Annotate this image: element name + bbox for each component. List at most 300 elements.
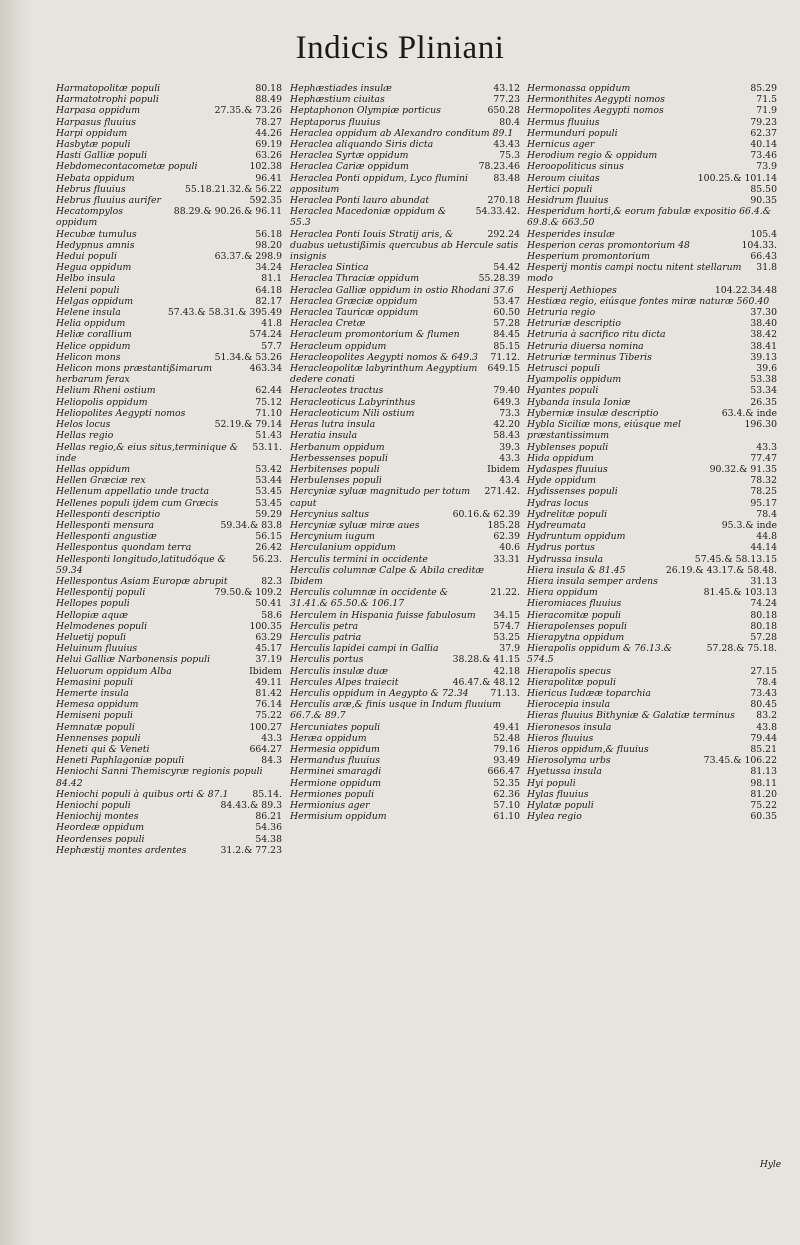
entry-term: Herculis portus — [290, 654, 364, 666]
entry-reference: 78.4 — [756, 676, 777, 688]
entry-reference: 88.49 — [255, 94, 282, 106]
entry-term: Hermionius ager — [290, 800, 370, 811]
entry-reference: 53.25 — [493, 631, 520, 643]
index-entry — [290, 766, 520, 777]
index-entry — [56, 475, 282, 486]
index-entry — [527, 363, 777, 374]
entry-term: Hercuniates populi — [290, 721, 381, 733]
index-entry — [56, 329, 282, 340]
entry-term: Hetruria à sacrifico ritu dicta — [527, 329, 666, 341]
entry-term: Hyberniæ insulæ descriptio — [527, 407, 659, 419]
index-entry — [56, 464, 282, 475]
entry-term: Heraclea Tauricæ oppidum — [290, 307, 419, 319]
entry-term: Hegua oppidum — [56, 262, 132, 274]
entry-reference: 62.36 — [493, 788, 520, 800]
index-entry — [290, 430, 520, 441]
index-entry — [56, 621, 282, 632]
entry-reference: 81.45.& 103.13 — [703, 587, 777, 599]
index-entry — [527, 341, 777, 352]
entry-reference: 54.42 — [493, 262, 520, 274]
entry-reference: 76.14 — [255, 699, 282, 711]
entry-reference: 53.34 — [750, 385, 777, 397]
index-entry — [290, 262, 520, 273]
entry-reference: 71.12. — [490, 351, 520, 363]
index-entry — [56, 520, 282, 531]
index-entry — [56, 845, 282, 856]
entry-reference: 79.16 — [493, 743, 520, 755]
index-entry — [56, 576, 282, 587]
entry-reference: 98.11 — [750, 777, 777, 789]
index-entry — [290, 565, 520, 587]
index-entry — [527, 117, 777, 128]
index-entry — [290, 173, 520, 195]
index-entry — [290, 195, 520, 206]
entry-term: Hermunduri populi — [527, 127, 618, 139]
index-entry — [527, 554, 777, 565]
index-entry — [527, 542, 777, 553]
index-entry — [290, 296, 520, 307]
entry-term: Heracleum oppidum — [290, 340, 387, 352]
entry-reference: 650.28 — [487, 105, 520, 117]
entry-term: Heræa oppidum — [290, 732, 367, 744]
entry-term: Hiericus Iudææ toparchia — [527, 687, 651, 699]
index-entry — [290, 117, 520, 128]
entry-term: Heleni populi — [56, 284, 120, 296]
entry-term: Heliopolites Aegypti nomos — [56, 407, 186, 419]
index-entry — [527, 722, 777, 733]
entry-term: Hydruntum oppidum — [527, 531, 626, 543]
entry-term: Helmodenes populi — [56, 620, 148, 632]
entry-term: Hermisium oppidum — [290, 811, 387, 823]
index-entry — [56, 419, 282, 430]
entry-term: Hydrelitæ populi — [527, 508, 608, 520]
index-entry — [527, 677, 777, 688]
entry-reference: 78.23.46 — [478, 161, 520, 173]
entry-term: Hesperides insulæ — [527, 228, 615, 240]
index-entry — [290, 520, 520, 531]
entry-term: Heracleum promontorium & flumen — [290, 329, 460, 341]
entry-term: Heraclea Thraciæ oppidum — [290, 273, 420, 285]
index-entry — [290, 811, 520, 822]
entry-reference: 73.45.& 106.22 — [703, 755, 777, 767]
entry-reference: 40.14 — [750, 139, 777, 151]
index-entry — [527, 262, 777, 284]
entry-reference: 43.8 — [756, 721, 777, 733]
index-column-3 — [527, 83, 777, 822]
entry-term: Hermione oppidum — [290, 777, 382, 789]
entry-term: Hercules Alpes traiecit — [290, 676, 399, 688]
entry-reference: 80.4 — [499, 116, 520, 128]
index-column-2 — [290, 83, 520, 822]
index-entry — [56, 643, 282, 654]
entry-reference: 59.29 — [255, 508, 282, 520]
index-entry — [290, 206, 520, 228]
index-entry — [290, 363, 520, 385]
index-entry — [290, 94, 520, 105]
entry-reference: 43.3 — [499, 452, 520, 464]
entry-reference: 51.34.& 53.26 — [214, 351, 282, 363]
entry-term: Hesidrum fluuius — [527, 195, 609, 207]
index-entry — [56, 139, 282, 150]
entry-reference: 56.15 — [255, 531, 282, 543]
entry-term: Hermonthites Aegypti nomos — [527, 94, 665, 106]
entry-term: Herbanum oppidum — [290, 441, 385, 453]
entry-reference: 34.15 — [493, 609, 520, 621]
entry-reference: 57.28 — [493, 318, 520, 330]
entry-reference: 104.33. — [741, 239, 777, 251]
index-entry — [527, 161, 777, 172]
entry-term: Hellesponti angustiæ — [56, 531, 157, 543]
entry-reference: 78.25 — [750, 486, 777, 498]
index-entry — [527, 128, 777, 139]
entry-term: Herbulenses populi — [290, 475, 382, 487]
page-fold-shadow — [0, 0, 30, 1245]
entry-term: Hennenses populi — [56, 732, 141, 744]
entry-term: Heraclea Cretæ — [290, 318, 366, 330]
index-entry — [290, 789, 520, 800]
entry-term: Heracleoticus Labyrinthus — [290, 396, 416, 408]
entry-reference: 53.47 — [493, 295, 520, 307]
entry-reference: 61.10 — [493, 811, 520, 823]
entry-term: Hecubæ tumulus — [56, 228, 137, 240]
index-entry — [290, 800, 520, 811]
entry-reference: 81.20 — [750, 788, 777, 800]
index-entry — [290, 654, 520, 665]
entry-reference: 42.18 — [493, 665, 520, 677]
entry-term: Hephæstij montes ardentes — [56, 844, 187, 856]
entry-term: Heluetij populi — [56, 631, 127, 643]
entry-term: Helium Rheni ostium — [56, 385, 156, 397]
entry-reference: 102.38 — [249, 161, 282, 173]
entry-reference: 592.35 — [249, 195, 282, 207]
index-entry — [56, 408, 282, 419]
index-entry — [56, 822, 282, 833]
entry-reference: 84.43.& 89.3 — [220, 800, 282, 811]
entry-term: Hieracomitæ populi — [527, 609, 622, 621]
entry-reference: 82.17 — [255, 295, 282, 307]
index-entry — [527, 688, 777, 699]
entry-term: Hylas fluuius — [527, 788, 589, 800]
entry-term: Herculem in Hispania fuisse fabulosum — [290, 609, 476, 621]
index-entry — [527, 778, 777, 789]
entry-reference: 63.37.& 298.9 — [214, 251, 282, 263]
index-entry — [527, 285, 777, 296]
entry-reference: 43.43 — [493, 139, 520, 151]
index-entry — [56, 554, 282, 576]
entry-term: Hiera oppidum — [527, 587, 598, 599]
entry-term: Heraclea Ponti lauro abundat — [290, 195, 430, 207]
index-entry — [56, 94, 282, 105]
entry-reference: 31.8 — [756, 262, 777, 274]
entry-term: Heroum ciuitas — [527, 172, 600, 184]
entry-reference: 95.17 — [750, 497, 777, 509]
entry-reference: 82.3 — [261, 575, 282, 587]
entry-term: Helos locus — [56, 419, 111, 431]
index-entry — [56, 385, 282, 396]
entry-reference: 666.47 — [487, 766, 520, 778]
entry-term: Hieros fluuius — [527, 732, 594, 744]
entry-reference: 73.46 — [750, 150, 777, 162]
entry-term: Heraclea Græciæ oppidum — [290, 295, 418, 307]
entry-term: Hellas regio,& eius situs,terminique & inde — [56, 441, 238, 464]
index-entry — [527, 296, 777, 307]
entry-term: Heracleoticum Nili ostium — [290, 407, 415, 419]
index-entry — [527, 520, 777, 531]
index-entry — [290, 475, 520, 486]
entry-reference: 21.22. — [490, 587, 520, 599]
index-entry — [527, 173, 777, 184]
entry-term: Hellenes populi ijdem cum Græcis — [56, 497, 219, 509]
entry-term: Hellespontij populi — [56, 587, 146, 599]
entry-reference: 44.26 — [255, 127, 282, 139]
entry-term: Hydreumata — [527, 519, 586, 531]
entry-reference: 95.3.& inde — [721, 519, 777, 531]
index-entry — [56, 789, 282, 800]
entry-reference: 649.3 — [493, 396, 520, 408]
entry-reference: 53.38 — [750, 374, 777, 386]
entry-term: Heracleotes tractus — [290, 385, 384, 397]
entry-reference: 57.43.& 58.31.& 395.49 — [167, 307, 282, 319]
index-entry — [56, 699, 282, 710]
entry-term: Hyantes populi — [527, 385, 599, 397]
entry-term: Heniochij montes — [56, 811, 139, 823]
index-column-1 — [56, 83, 282, 856]
entry-reference: 71.10 — [255, 407, 282, 419]
entry-reference: 37.19 — [255, 654, 282, 666]
entry-reference: 49.11 — [255, 676, 282, 688]
entry-reference: 54.33.42. — [475, 206, 520, 218]
index-entry — [56, 531, 282, 542]
index-entry — [527, 419, 777, 441]
entry-reference: 41.8 — [261, 318, 282, 330]
entry-reference: 42.20 — [493, 419, 520, 431]
index-entry — [56, 677, 282, 688]
entry-term: Hesperion ceras promontorium 48 — [527, 239, 690, 251]
entry-term: Hesperium promontorium — [527, 251, 650, 263]
index-entry — [56, 800, 282, 811]
entry-reference: 27.35.& 73.26 — [214, 105, 282, 117]
index-entry — [290, 442, 520, 453]
entry-reference: 53.44 — [255, 475, 282, 487]
index-entry — [290, 722, 520, 733]
index-entry — [56, 666, 282, 677]
entry-reference: 64.18 — [255, 284, 282, 296]
page-title: Indicis Pliniani — [295, 30, 505, 66]
entry-reference: 574.7 — [493, 620, 520, 632]
entry-reference: 75.3 — [499, 150, 520, 162]
entry-reference: 77.23 — [493, 94, 520, 106]
index-entry — [56, 587, 282, 598]
entry-term: Hetrusci populi — [527, 363, 601, 375]
entry-term: Hieronesos insula — [527, 721, 612, 733]
entry-term: Heordeæ oppidum — [56, 822, 145, 834]
index-entry — [290, 542, 520, 553]
index-entry — [56, 430, 282, 441]
index-entry — [290, 229, 520, 263]
index-entry — [527, 610, 777, 621]
entry-term: Hellen Græciæ rex — [56, 475, 146, 487]
index-entry — [56, 632, 282, 643]
entry-term: Herculis aræ,& finis usque in Indum fluuium 66.7.& 89.7 — [290, 699, 502, 722]
index-entry — [527, 397, 777, 408]
entry-reference: 43.4 — [499, 475, 520, 487]
entry-term: Hyampolis oppidum — [527, 374, 622, 386]
index-entry — [56, 262, 282, 273]
entry-reference: 52.35 — [493, 777, 520, 789]
entry-term: Hetruria regio — [527, 307, 596, 319]
entry-reference: 81.13 — [750, 766, 777, 778]
entry-term: Herbitenses populi — [290, 463, 380, 475]
entry-term: Herculis petra — [290, 620, 359, 632]
entry-term: Hermonassa oppidum — [527, 83, 631, 94]
index-entry — [290, 307, 520, 318]
index-entry — [290, 554, 520, 565]
entry-term: Hasbytæ populi — [56, 139, 131, 151]
entry-reference: 105.4 — [750, 228, 777, 240]
entry-term: Heraclea Macedoniæ oppidum & 55.3 — [290, 206, 447, 229]
index-entry — [290, 699, 520, 721]
entry-term: Hemesa oppidum — [56, 699, 139, 711]
index-entry — [290, 408, 520, 419]
entry-reference: 78.4 — [756, 508, 777, 520]
entry-reference: 46.47.& 48.12 — [452, 676, 520, 688]
entry-reference: 39.13 — [750, 351, 777, 363]
entry-reference: 60.35 — [750, 811, 777, 823]
entry-term: Heniochi populi à quibus orti & 87.1 — [56, 788, 229, 800]
index-entry — [527, 105, 777, 116]
index-entry — [56, 486, 282, 497]
index-entry — [527, 509, 777, 520]
entry-reference: 56.23. — [252, 553, 282, 565]
entry-reference: 83.48 — [493, 172, 520, 184]
entry-term: Hellas oppidum — [56, 463, 131, 475]
index-entry — [290, 531, 520, 542]
index-entry — [527, 352, 777, 363]
index-entry — [527, 442, 777, 453]
index-entry — [290, 666, 520, 677]
entry-reference: 39.3 — [499, 441, 520, 453]
index-entry — [56, 173, 282, 184]
entry-term: Hylea regio — [527, 811, 582, 823]
entry-reference: 86.21 — [255, 811, 282, 823]
entry-reference: 271.42. — [484, 486, 520, 498]
index-entry — [56, 206, 282, 228]
entry-reference: 77.47 — [750, 452, 777, 464]
entry-reference: 26.35 — [750, 396, 777, 408]
index-entry — [56, 318, 282, 329]
index-entry — [527, 766, 777, 777]
entry-reference: 40.6 — [499, 542, 520, 554]
entry-term: Hephæstium ciuitas — [290, 94, 385, 106]
entry-reference: 38.40 — [750, 318, 777, 330]
entry-reference: 84.45 — [493, 329, 520, 341]
entry-reference: 80.18 — [750, 609, 777, 621]
entry-reference: 75.22 — [750, 800, 777, 811]
index-entry — [290, 632, 520, 643]
index-entry — [527, 710, 777, 721]
entry-term: Hydras locus — [527, 497, 589, 509]
index-entry — [527, 195, 777, 206]
entry-term: Hybla Siciliæ mons, eiúsque mel præstantissimum — [527, 419, 681, 442]
index-entry — [56, 442, 282, 464]
entry-term: Heniochi populi — [56, 800, 131, 811]
entry-reference: 53.11. — [252, 441, 282, 453]
entry-term: Hierosolyma urbs — [527, 755, 611, 767]
entry-reference: 62.44 — [255, 385, 282, 397]
index-entry — [56, 397, 282, 408]
entry-term: Hyblenses populi — [527, 441, 609, 453]
entry-term: Harmatopolitæ populi — [56, 83, 161, 94]
index-entry — [527, 408, 777, 419]
entry-term: Heraclea Ponti oppidum, Lyco flumini appositum — [290, 172, 469, 195]
entry-term: Hecatompylos oppidum — [56, 206, 124, 229]
entry-term: Hierapolis specus — [527, 665, 611, 677]
index-entry — [527, 240, 777, 251]
index-entry — [527, 385, 777, 396]
index-entry — [56, 307, 282, 318]
entry-term: Hyetussa insula — [527, 766, 602, 778]
entry-term: Hermandus fluuius — [290, 755, 380, 767]
entry-term: Herculis oppidum in Aegypto & 72.34 — [290, 687, 469, 699]
entry-reference: 39.6 — [756, 363, 777, 375]
entry-reference: 55.28.39 — [478, 273, 520, 285]
index-entry — [290, 778, 520, 789]
entry-term: Hieros oppidum,& fluuius — [527, 743, 649, 755]
entry-reference: 60.16.& 62.39 — [452, 508, 520, 520]
entry-term: Hellopiæ aquæ — [56, 609, 128, 621]
entry-reference: 85.29 — [750, 83, 777, 94]
index-entry — [527, 453, 777, 464]
index-entry — [56, 128, 282, 139]
entry-reference: 79.23 — [750, 116, 777, 128]
index-entry — [290, 509, 520, 520]
entry-reference: 57.28 — [750, 631, 777, 643]
entry-term: Hieras fluuius Bithyniæ & Galatiæ terminus — [527, 710, 735, 722]
entry-reference: 63.4.& inde — [721, 407, 777, 419]
entry-reference: Ibidem — [487, 463, 520, 475]
entry-term: Hestiæa regio, eiúsque fontes miræ naturæ 560.40 — [527, 295, 770, 307]
entry-term: Hemiseni populi — [56, 710, 134, 722]
entry-reference: 83.2 — [756, 710, 777, 722]
entry-reference: 56.18 — [255, 228, 282, 240]
index-entry — [290, 341, 520, 352]
index-entry — [290, 643, 520, 654]
index-entry — [527, 598, 777, 609]
index-entry — [56, 733, 282, 744]
entry-reference: 44.8 — [756, 531, 777, 543]
entry-term: Hierapolitæ populi — [527, 676, 616, 688]
entry-term: Hydrussa insula — [527, 553, 604, 565]
entry-term: Heptaporus fluuius — [290, 116, 381, 128]
index-entry — [527, 486, 777, 497]
entry-reference: 74.24 — [750, 598, 777, 610]
entry-reference: 88.29.& 90.26.& 96.11 — [173, 206, 282, 218]
index-entry — [56, 766, 282, 788]
entry-reference: 463.34 — [249, 363, 282, 375]
entry-term: Hellopes populi — [56, 598, 130, 610]
entry-reference: 80.45 — [750, 699, 777, 711]
entry-reference: 50.41 — [255, 598, 282, 610]
index-entry — [527, 621, 777, 632]
entry-reference: 69.19 — [255, 139, 282, 151]
entry-term: Heordenses populi — [56, 833, 145, 845]
index-entry — [56, 161, 282, 172]
index-entry — [56, 744, 282, 755]
entry-reference: 84.3 — [261, 755, 282, 767]
entry-term: Hebata oppidum — [56, 172, 135, 184]
entry-reference: 90.35 — [750, 195, 777, 207]
entry-reference: 71.9 — [756, 105, 777, 117]
